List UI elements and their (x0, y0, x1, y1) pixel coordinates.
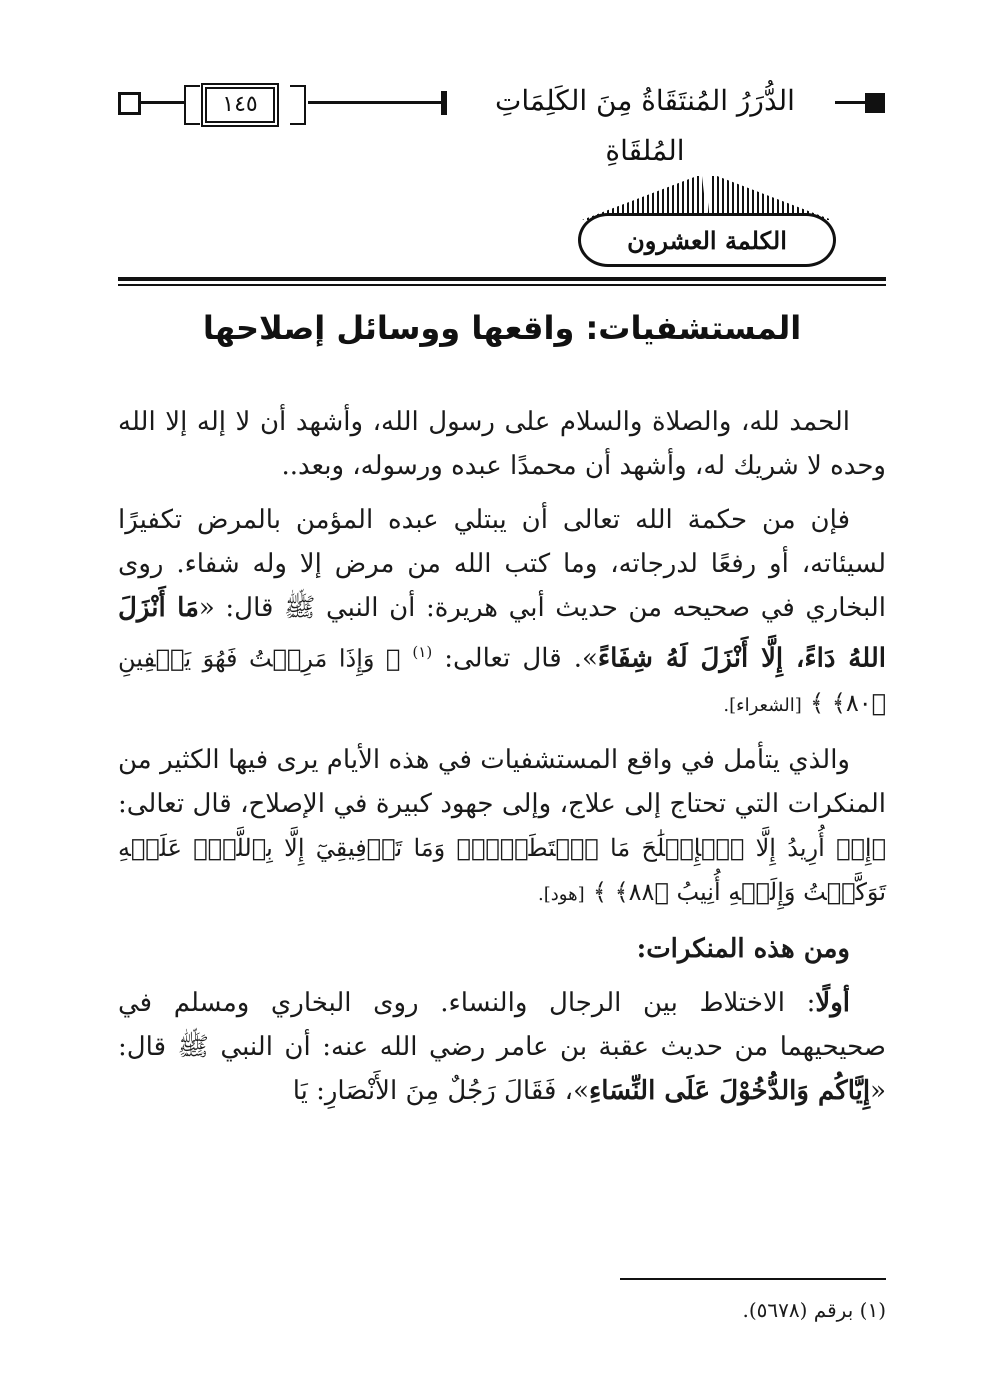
page-number-frame-left (184, 85, 200, 125)
paragraph-illness (118, 498, 886, 728)
title-rule-thick (118, 277, 886, 281)
text-segment: فإن من حكمة الله تعالى أن يبتلي عبده المؤمن بالمرض تكفيرًا لسيئاته، أو رفعًا لدرجاته، وما كتب الله من مرض إلا وله شفاء. روى البخاري في صحيحه من حديث أبي هريرة: أن النبي ﷺ قال: « (118, 505, 886, 623)
paragraph-first-point (118, 981, 886, 1113)
hadith-text: مَا أَنْزَلَ اللهُ دَاءً، إِلَّا أَنْزَلَ لَهُ شِفَاءً (118, 593, 886, 674)
footnote-marker[interactable]: (١) (412, 643, 433, 661)
footnote: (١) برقم (٥٦٧٨). (742, 1298, 886, 1322)
text-segment: والذي يتأمل في واقع المستشفيات في هذه الأيام يرى فيها الكثير من المنكرات التي تحتاج إلى علاج، وإلى جهود كبيرة في الإصلاح، قال تعالى: (118, 744, 886, 819)
paragraph-hospitals (118, 738, 886, 917)
title-rule-thin (118, 284, 886, 286)
text-segment: : الاختلاط بين الرجال والنساء. روى البخاري ومسلم في صحيحيهما من حديث عقبة بن عامر رضي الله عنه: أن النبي ﷺ قال: « (118, 987, 886, 1106)
chapter-badge: الكلمة العشرون (578, 213, 836, 267)
point-label: أولًا (815, 987, 850, 1018)
page-title: المستشفيات: واقعها ووسائل إصلاحها (202, 309, 802, 347)
hadith-text: إِيَّاكُم وَالدُّخُوْلَ عَلَى النِّسَاءِ (588, 1075, 871, 1106)
quran-verse: ﴿إِنۡ أُرِيدُ إِلَّا ٱلۡإِصۡلَٰحَ مَا ٱسۡتَطَعۡتُۚ وَمَا تَوۡفِيقِيٓ إِلَّا بِٱللَّهِۚ عَلَيۡهِ تَوَكَّلۡتُ وَإِلَيۡهِ أُنِيبُ ﴿٨٨﴾ ﴾ (118, 833, 886, 906)
page-number: ١٤٥ (205, 87, 275, 123)
surah-reference: [الشعراء]. (723, 694, 802, 716)
text-segment: ». قال تعالى: (432, 643, 598, 674)
text-segment: »، فَقَالَ رَجُلٌ مِنَ الأَنْصَارِ: يَا (292, 1075, 589, 1106)
header-rule-left (140, 101, 184, 104)
footnote-rule (620, 1278, 886, 1280)
quran-verse: ﴿ وَإِذَا مَرِضۡتُ فَهُوَ يَشۡفِينِ ﴿٨٠﴾ ﴾ (118, 644, 886, 717)
header-bar-ornament (441, 91, 447, 115)
page-number-frame-right (290, 85, 306, 125)
running-header-title: الدُّرَرُ المُنتَقَاةُ مِنَ الكَلِمَاتِ المُلقَاةِ (495, 84, 795, 167)
surah-reference: [هود]. (538, 883, 585, 905)
paragraph-intro: الحمد لله، والصلاة والسلام على رسول الله، وأشهد أن لا إله إلا الله وحده لا شريك له، وأشهد أن محمدًا عبده ورسوله، وبعد.. (118, 407, 886, 481)
header-rule-middle (308, 101, 441, 104)
header-rule-right (835, 101, 865, 104)
header-hollow-square-ornament (118, 92, 141, 115)
header-square-ornament (865, 93, 885, 113)
section-subheading: ومن هذه المنكرات: (636, 933, 850, 964)
body-text (118, 400, 886, 1123)
